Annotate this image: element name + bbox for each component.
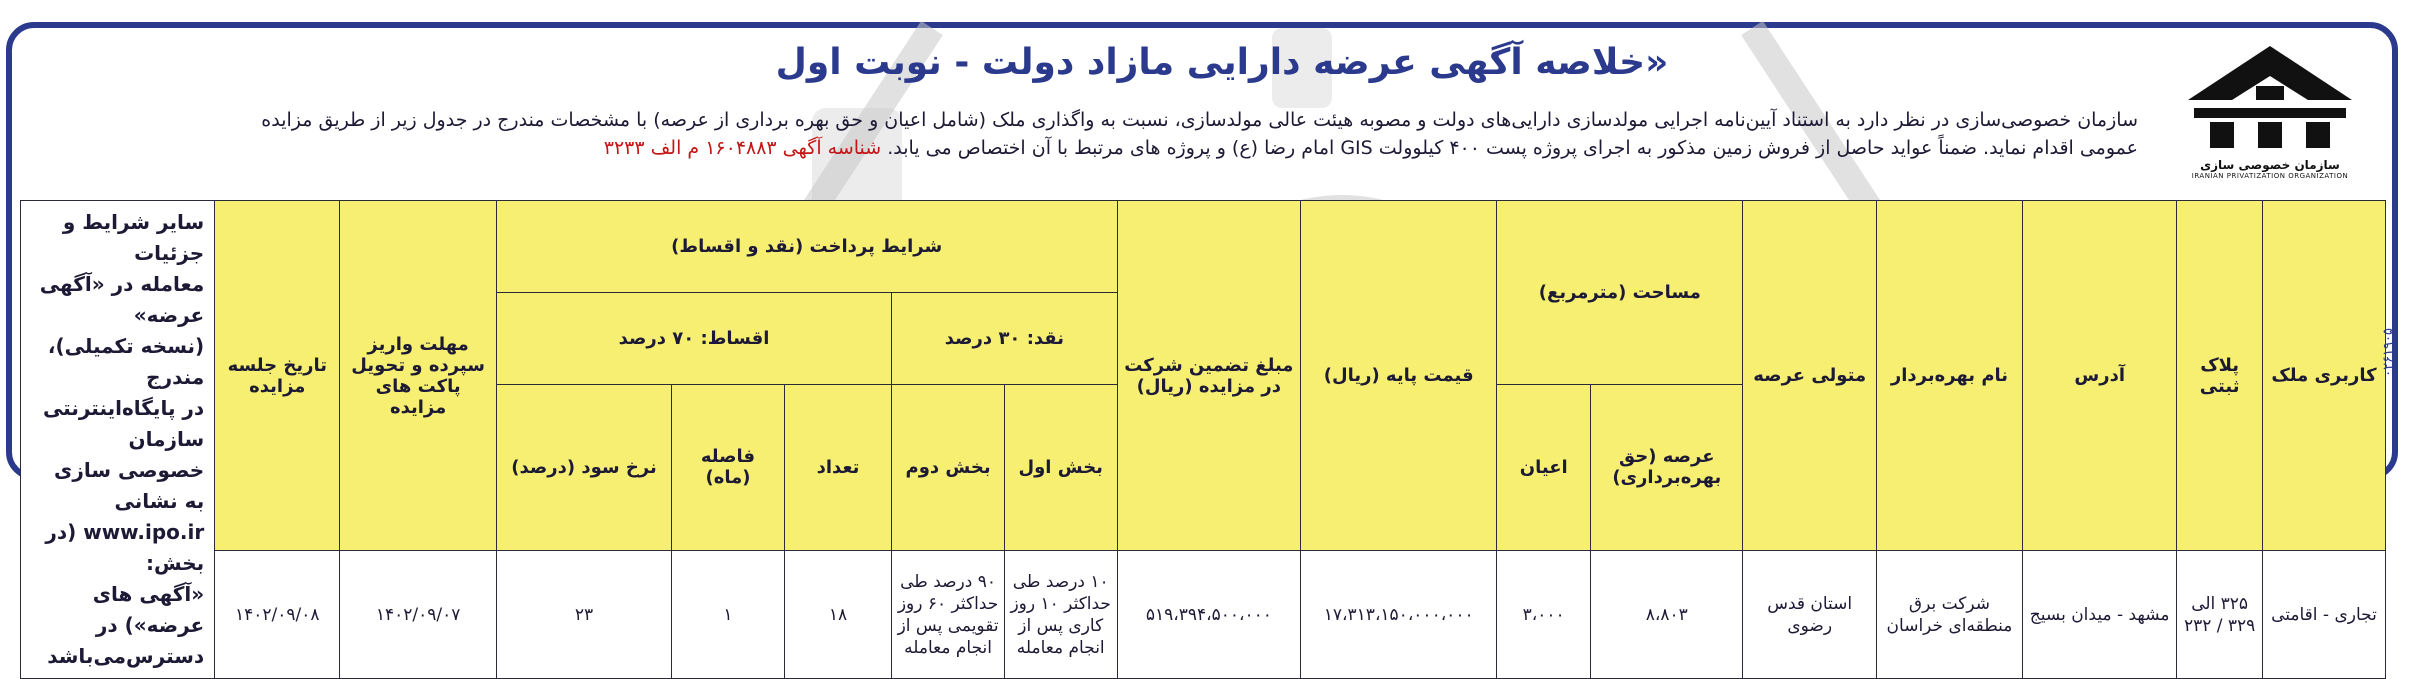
col-plate: پلاک ثبتی — [2177, 201, 2263, 551]
sidenote-line: سایر شرایط و جزئیات — [62, 210, 205, 265]
col-area-group: مساحت (مترمربع) — [1497, 201, 1743, 385]
notice-header — [12, 28, 2392, 193]
cell-area-land: ۸،۸۰۳ — [1591, 551, 1743, 679]
cell-address: مشهد - میدان بسیج — [2022, 551, 2176, 679]
col-cash-part1: بخش اول — [1004, 384, 1117, 550]
intro-line-1: سازمان خصوصی‌سازی در نظر دارد به استناد آیین‌نامه اجرایی مولدسازی دارایی‌های دولت و مصوبه هیئت عالی مولدسازی، نسبت به واگذاری ملک (شامل اعیان و حق بهره برداری از عرصه) با مشخصات مندرج در جدول زیر از طریق مزایده — [261, 109, 2138, 131]
col-inst-rate: نرخ سود (درصد) — [496, 384, 671, 550]
privatization-organization-logo-icon — [2180, 42, 2360, 152]
page-title: «خلاصه آگهی عرضه دارایی مازاد دولت - نوبت اول — [775, 42, 1669, 83]
sidenote-line: در پایگاه‌اینترنتی سازمان — [42, 396, 205, 451]
col-installment-group: اقساط: ۷۰ درصد — [496, 292, 891, 384]
sidenote-line: خصوصی سازی به نشانی — [53, 458, 205, 513]
col-inst-count: تعداد — [784, 384, 891, 550]
cell-inst-count: ۱۸ — [784, 551, 891, 679]
cell-plate: ۳۲۵ الی ۳۲۹ / ۲۳۲ — [2177, 551, 2263, 679]
col-base-price: قیمت پایه (ریال) — [1301, 201, 1497, 551]
col-area-land: عرصه (حق بهره‌برداری) — [1591, 384, 1743, 550]
cell-custodian: استان قدس رضوی — [1743, 551, 1877, 679]
cell-inst-rate: ۲۳ — [496, 551, 671, 679]
cell-usage: تجاری - اقامتی — [2262, 551, 2385, 679]
table-row — [21, 551, 2386, 679]
col-custodian: متولی عرصه — [1743, 201, 1877, 551]
side-id: ۰۲۶۱۹۰۵ — [2381, 328, 2396, 377]
sidenote-line: «آگهی های عرضه») در — [92, 582, 205, 637]
intro-line-2-text: عمومی اقدام نماید. ضمناً عواید حاصل از فروش زمین مذکور به اجرای پروژه پست ۴۰۰ کیلوولت GIS امام رضا (ع) و پروژه های مرتبط با آن اختصاص می یابد. — [887, 137, 2138, 159]
cell-cash-part1: ۱۰ درصد طی حداکثر ۱۰ روز کاری پس از انجام معامله — [1004, 551, 1117, 679]
cell-deadline: ۱۴۰۲/۰۹/۰۷ — [340, 551, 496, 679]
sidenote-line: www.ipo.ir (در بخش: — [45, 520, 205, 575]
notice-id: شناسه آگهی ۱۶۰۴۸۸۳ م الف ۳۲۳۳ — [603, 137, 882, 159]
col-deadline: مهلت واریز سپرده و تحویل پاکت های مزایده — [340, 201, 496, 551]
notice-frame — [6, 22, 2398, 668]
organization-logo — [2170, 42, 2370, 192]
sidenote-line: (نسخه تکمیلی)، مندرج — [47, 334, 205, 389]
logo-caption-en: IRANIAN PRIVATIZATION ORGANIZATION — [2191, 172, 2349, 180]
col-usage: کاربری ملک — [2262, 201, 2385, 551]
col-payment-group: شرایط پرداخت (نقد و اقساط) — [496, 201, 1117, 293]
logo-caption: سازمان خصوصی سازی — [2200, 158, 2340, 172]
col-session-date: تاریخ جلسه مزایده — [215, 201, 340, 551]
table-header-row-1 — [21, 201, 2386, 293]
cell-cash-part2: ۹۰ درصد طی حداکثر ۶۰ روز تقویمی پس از انجام معامله — [892, 551, 1005, 679]
sidenote-line: معامله در «آگهی عرضه» — [39, 272, 205, 327]
auction-table — [20, 200, 2386, 679]
intro-text — [28, 106, 2138, 162]
cell-area-building: ۳،۰۰۰ — [1497, 551, 1591, 679]
col-address: آدرس — [2022, 201, 2176, 551]
cell-operator: شرکت برق منطقه‌ای خراسان — [1876, 551, 2022, 679]
col-inst-interval: فاصله (ماه) — [672, 384, 785, 550]
sidenote-line: دسترس‌می‌باشد — [47, 644, 205, 668]
col-cash-group: نقد: ۳۰ درصد — [892, 292, 1117, 384]
cell-base-price: ۱۷،۳۱۳،۱۵۰،۰۰۰،۰۰۰ — [1301, 551, 1497, 679]
col-guarantee: مبلغ تضمین شرکت در مزایده (ریال) — [1117, 201, 1301, 551]
cell-session-date: ۱۴۰۲/۰۹/۰۸ — [215, 551, 340, 679]
auction-table-wrapper — [20, 200, 2386, 668]
sidenote — [21, 201, 215, 679]
col-operator: نام بهره‌بردار — [1876, 201, 2022, 551]
intro-line-2 — [28, 134, 2138, 162]
cell-inst-interval: ۱ — [672, 551, 785, 679]
cell-guarantee: ۵۱۹،۳۹۴،۵۰۰،۰۰۰ — [1117, 551, 1301, 679]
col-area-building: اعیان — [1497, 384, 1591, 550]
col-cash-part2: بخش دوم — [892, 384, 1005, 550]
